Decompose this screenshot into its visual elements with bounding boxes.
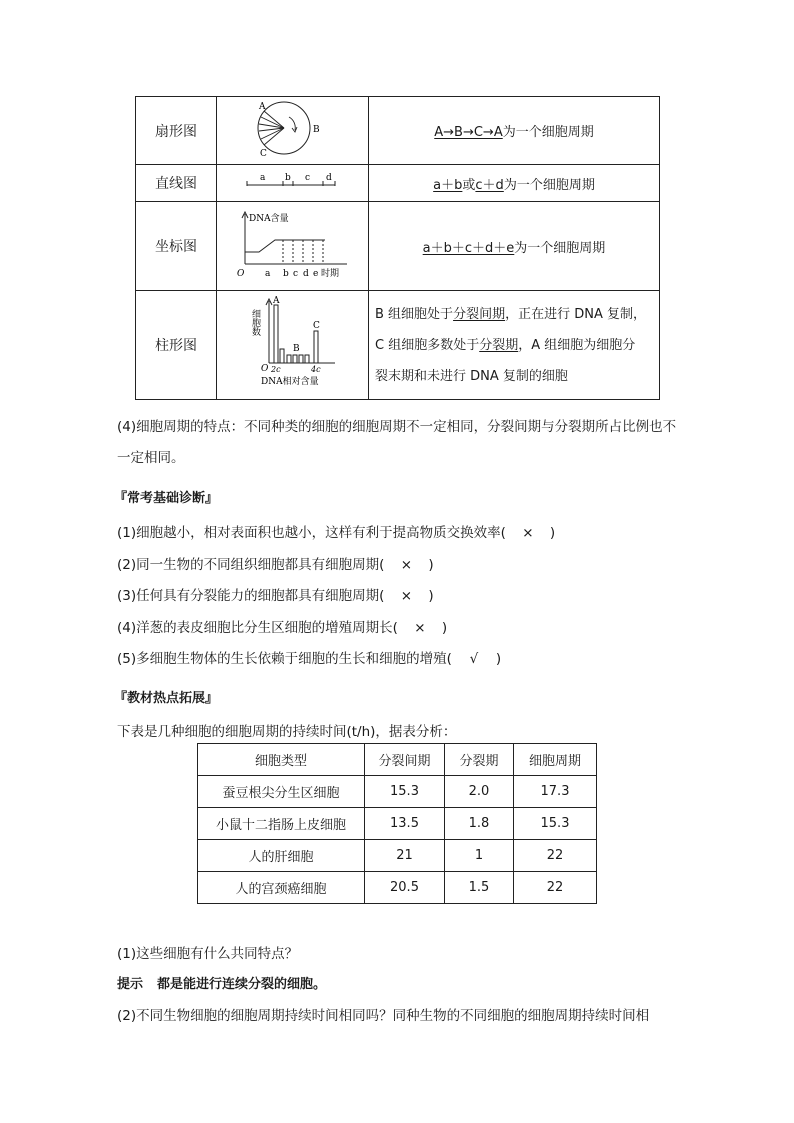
line-label-c: c	[305, 173, 311, 183]
diag-item: (5)多细胞生物体的生长依赖于细胞的生长和细胞的增殖( √ )	[117, 651, 502, 667]
rep-desc-bar	[369, 291, 660, 400]
diag-heading: 『常考基础诊断』	[114, 491, 219, 506]
underlined-text: a＋b＋c＋d＋e	[422, 240, 515, 256]
table-row	[198, 872, 597, 904]
col-header: 分裂期	[445, 744, 514, 776]
rep-row-coord	[136, 202, 660, 291]
table-row	[198, 808, 597, 840]
judgement-mark: ×	[414, 620, 426, 636]
line-label-b: b	[285, 173, 291, 183]
rep-desc	[369, 202, 660, 291]
rep-row-line	[136, 165, 660, 202]
cell: 1.5	[445, 872, 514, 904]
rep-desc	[369, 165, 660, 202]
diag-item: (2)同一生物的不同组织细胞都具有细胞周期( × )	[117, 557, 434, 573]
fan-label-a: A	[259, 102, 266, 112]
cell: 17.3	[514, 776, 597, 808]
bar-tick-4c: 4c	[311, 365, 321, 374]
rep-name: 坐标图	[136, 202, 217, 291]
rep-name: 直线图	[136, 165, 217, 202]
desc-line	[375, 361, 659, 392]
diag-item: (1)细胞越小，相对表面积也越小，这样有利于提高物质交换效率( × )	[117, 525, 556, 541]
cycle-features-paragraph: (4)细胞周期的特点：不同种类的细胞的细胞周期不一定相同，分裂间期与分裂期所占比例也不一定相同。	[117, 419, 677, 466]
text: C 组细胞多数处于	[375, 337, 480, 353]
coord-x-label: 时期	[321, 269, 340, 279]
cell: 22	[514, 840, 597, 872]
cell: 22	[514, 872, 597, 904]
rep-row-bar	[136, 291, 660, 400]
coord-diagram	[217, 202, 369, 291]
bar-y-label: 细胞数	[250, 309, 260, 336]
rep-name: 柱形图	[136, 291, 217, 400]
fan-label-b: B	[313, 125, 320, 135]
desc-line	[375, 330, 659, 361]
coord-tick-c: c	[293, 269, 299, 279]
ext-intro: 下表是几种细胞的细胞周期的持续时间(t/h)，据表分析：	[117, 724, 457, 740]
cell: 小鼠十二指肠上皮细胞	[198, 808, 365, 840]
bar-diagram	[217, 291, 369, 400]
desc-line	[375, 299, 659, 330]
question-1: (1)这些细胞有什么共同特点？	[117, 946, 299, 962]
text: 为一个细胞周期	[502, 125, 594, 140]
coord-tick-d: d	[303, 269, 309, 279]
text: B 组细胞处于	[375, 306, 454, 322]
arrow-head	[292, 127, 297, 132]
bar-b	[293, 355, 297, 363]
text: ，正在进行 DNA 复制，	[505, 306, 646, 322]
cell: 13.5	[365, 808, 445, 840]
table-header-row	[198, 744, 597, 776]
bar-label-a: A	[273, 296, 280, 306]
diag-item: (4)洋葱的表皮细胞比分生区细胞的增殖周期长( × )	[117, 620, 448, 636]
bar-b	[305, 355, 309, 363]
judgement-mark: ×	[400, 557, 413, 573]
bar-tick-2c: 2c	[271, 365, 281, 374]
cell-cycle-duration-table	[197, 743, 597, 904]
ext-heading: 『教材热点拓展』	[114, 691, 219, 706]
underlined-text: 分裂期	[479, 337, 519, 353]
desc-text	[434, 125, 593, 140]
cell: 人的肝细胞	[198, 840, 365, 872]
text: 裂末期和未进行 DNA 复制的细胞	[375, 368, 568, 384]
cell: 人的宫颈癌细胞	[198, 872, 365, 904]
underlined-text: a＋b	[433, 177, 463, 193]
bar-label-c: C	[313, 321, 320, 331]
coord-tick-b: b	[283, 269, 289, 279]
bar-small	[280, 349, 284, 363]
judgement-mark: ×	[522, 525, 534, 541]
hint-label: 提示	[117, 977, 144, 992]
cell: 15.3	[514, 808, 597, 840]
cell: 1.8	[445, 808, 514, 840]
text: 为一个细胞周期	[503, 177, 595, 193]
hint-text: 都是能进行连续分裂的细胞。	[157, 977, 327, 992]
underlined-text: c＋d	[475, 177, 504, 193]
desc-text	[423, 241, 606, 256]
rep-row-fan	[136, 97, 660, 165]
text: ，A 组细胞为细胞分	[518, 337, 636, 353]
cell: 1	[445, 840, 514, 872]
table-row	[198, 840, 597, 872]
bar-b	[287, 355, 291, 363]
fan-diagram	[217, 97, 369, 165]
cell: 2.0	[445, 776, 514, 808]
judgement-mark: √	[469, 651, 479, 667]
rep-desc	[369, 97, 660, 165]
line-label-d: d	[326, 173, 332, 183]
representation-table	[135, 96, 660, 400]
bar-a	[274, 305, 278, 363]
coord-y-label: DNA含量	[249, 214, 289, 224]
col-header: 细胞周期	[514, 744, 597, 776]
rep-name: 扇形图	[136, 97, 217, 165]
coord-tick-e: e	[313, 269, 319, 279]
bar-c	[314, 331, 318, 363]
cell: 15.3	[365, 776, 445, 808]
col-header: 分裂间期	[365, 744, 445, 776]
text: 为一个细胞周期	[514, 240, 606, 256]
judgement-mark: ×	[400, 588, 413, 604]
diag-item: (3)任何具有分裂能力的细胞都具有细胞周期( × )	[117, 588, 434, 604]
question-2: (2)不同生物细胞的细胞周期持续时间相同吗？同种生物的不同细胞的细胞周期持续时间相	[117, 1008, 650, 1024]
line-diagram	[217, 165, 369, 202]
cell: 20.5	[365, 872, 445, 904]
coord-tick-a: a	[265, 269, 271, 279]
cell: 蚕豆根尖分生区细胞	[198, 776, 365, 808]
hint-1	[117, 973, 326, 992]
fan-label-c: C	[260, 149, 267, 159]
desc-text	[433, 178, 595, 193]
bar-label-b: B	[293, 344, 300, 354]
col-header: 细胞类型	[198, 744, 365, 776]
text: 或	[462, 177, 476, 193]
coord-origin: O	[237, 269, 245, 279]
underlined-text: A→B→C→A	[434, 125, 503, 140]
line-label-a: a	[260, 173, 266, 183]
table-row	[198, 776, 597, 808]
bar-x-label: DNA相对含量	[261, 377, 319, 387]
bar-origin: O	[261, 364, 269, 374]
underlined-text: 分裂间期	[453, 306, 506, 322]
bar-b	[299, 355, 303, 363]
cell: 21	[365, 840, 445, 872]
